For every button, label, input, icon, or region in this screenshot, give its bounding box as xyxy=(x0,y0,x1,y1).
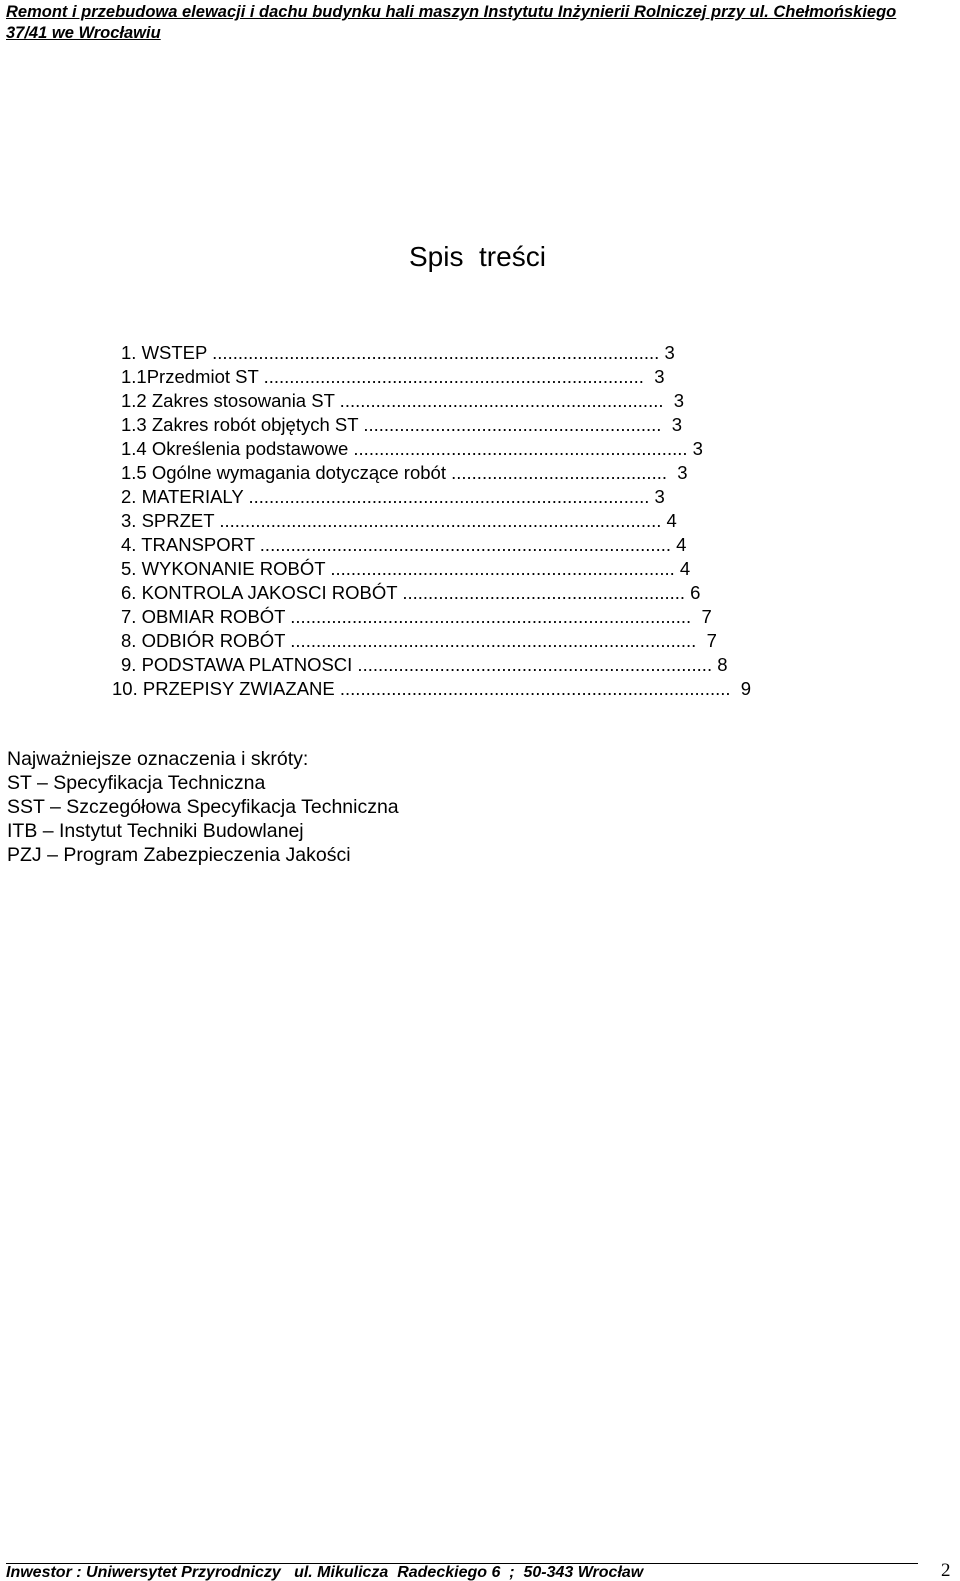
toc-entry-1-4: 1.4 Określenia podstawowe ................................................................. 3 xyxy=(121,438,703,459)
toc-entry-10: 10. PRZEPISY ZWIAZANE ............................................................................ 9 xyxy=(112,678,752,699)
toc-entry-1-2: 1.2 Zakres stosowania ST ............................................................... 3 xyxy=(121,390,685,411)
toc-entry-3: 3. SPRZET ...................................................................................... 4 xyxy=(121,510,677,531)
header-line-1: Remont i przebudowa elewacji i dachu budynku hali maszyn Instytutu Inżynierii Rolniczej przy ul. Chełmońskiego xyxy=(6,3,897,21)
abbreviations-section xyxy=(7,747,399,867)
toc-title: Spis treści xyxy=(409,241,546,272)
toc-entry-7: 7. OBMIAR ROBÓT .............................................................................. 7 xyxy=(121,606,712,627)
header-line-2: 37/41 we Wrocławiu xyxy=(6,24,161,42)
page-header xyxy=(6,2,956,44)
abbreviation-item: ITB – Instytut Techniki Budowlanej xyxy=(7,820,304,842)
toc-entry-9: 9. PODSTAWA PLATNOSCI ..................................................................... 8 xyxy=(121,654,728,675)
toc-entry-4: 4. TRANSPORT ................................................................................ 4 xyxy=(121,534,687,555)
toc-entry-5: 5. WYKONANIE ROBÓT ................................................................... 4 xyxy=(121,558,691,579)
toc-entry-1: 1. WSTEP ....................................................................................... 3 xyxy=(121,342,675,363)
abbreviation-item: ST – Specyfikacja Techniczna xyxy=(7,772,266,794)
toc-entry-8: 8. ODBIÓR ROBÓT ............................................................................... 7 xyxy=(121,630,717,651)
toc-entry-1-5: 1.5 Ogólne wymagania dotyczące robót .......................................... 3 xyxy=(121,462,688,483)
toc-entry-1-1: 1.1Przedmiot ST .......................................................................... 3 xyxy=(121,366,665,387)
toc-entry-2: 2. MATERIALY .............................................................................. 3 xyxy=(121,486,665,507)
page-footer: Inwestor : Uniwersytet Przyrodniczy ul. Mikulicza Radeckiego 6 ; 50-343 Wrocław xyxy=(6,1564,644,1581)
abbreviation-item: SST – Szczegółowa Specyfikacja Techniczna xyxy=(7,796,399,818)
toc-entry-1-3: 1.3 Zakres robót objętych ST .......................................................... 3 xyxy=(121,414,683,435)
abbreviation-item: PZJ – Program Zabezpieczenia Jakości xyxy=(7,844,351,866)
page-number: 2 xyxy=(941,1560,951,1581)
abbreviations-heading: Najważniejsze oznaczenia i skróty: xyxy=(7,748,309,770)
toc-entry-6: 6. KONTROLA JAKOSCI ROBÓT ....................................................... 6 xyxy=(121,582,701,603)
